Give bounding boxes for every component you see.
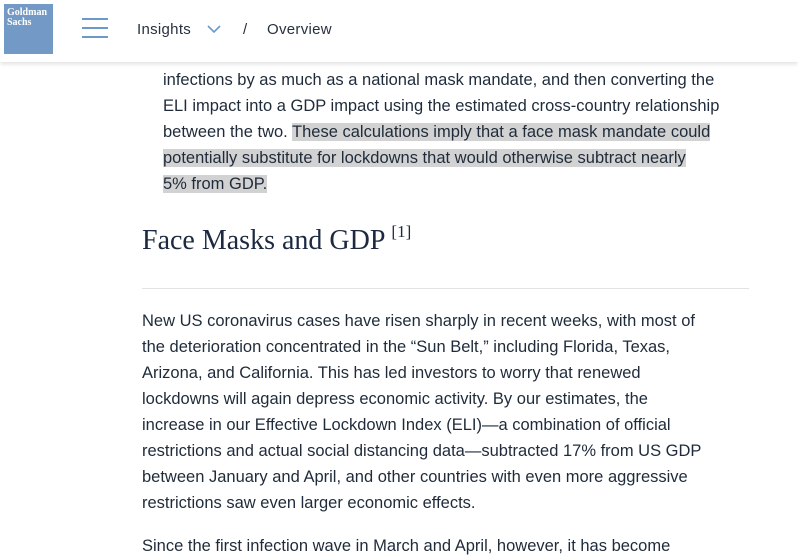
highlighted-text: 5% from GDP. bbox=[163, 175, 268, 193]
hamburger-menu-icon[interactable] bbox=[82, 18, 108, 40]
intro-paragraph bbox=[163, 67, 783, 197]
paragraph-line: lockdowns will again depress economic activity. By our estimates, the bbox=[142, 390, 648, 408]
section-divider bbox=[142, 288, 749, 289]
paragraph-line: between January and April, and other countries with even more aggressive bbox=[142, 468, 688, 486]
footnote-link[interactable]: [1] bbox=[391, 222, 412, 241]
next-paragraph bbox=[142, 533, 762, 559]
section-heading bbox=[142, 222, 411, 257]
paragraph-line bbox=[163, 171, 783, 197]
paragraph-line: Since the first infection wave in March and April, however, it has become bbox=[142, 537, 671, 555]
paragraph-line: infections by as much as a national mask mandate, and then converting the bbox=[163, 71, 715, 89]
highlighted-text: These calculations imply that a face mask mandate could bbox=[292, 123, 711, 141]
section-heading-text: Face Masks and GDP bbox=[142, 225, 386, 256]
paragraph-line bbox=[163, 119, 783, 145]
paragraph-line bbox=[163, 145, 783, 171]
breadcrumb-current-page: Overview bbox=[267, 21, 332, 38]
paragraph-line: New US coronavirus cases have risen sharply in recent weeks, with most of bbox=[142, 312, 695, 330]
paragraph-line: ELI impact into a GDP impact using the estimated cross-country relationship bbox=[163, 97, 720, 115]
highlighted-text: potentially substitute for lockdowns that would otherwise subtract nearly bbox=[163, 149, 686, 167]
logo-line-2: Sachs bbox=[7, 17, 32, 28]
top-navigation-bar bbox=[0, 0, 798, 62]
goldman-sachs-logo[interactable] bbox=[4, 4, 53, 54]
paragraph-line: restrictions and actual social distancing data—subtracted 17% from US GDP bbox=[142, 442, 702, 460]
chevron-down-icon[interactable] bbox=[207, 24, 221, 34]
paragraph-line: increase in our Effective Lockdown Index (ELI)—a combination of official bbox=[142, 416, 671, 434]
paragraph-text: between the two. bbox=[163, 123, 288, 141]
breadcrumb-insights-link[interactable]: Insights bbox=[137, 21, 192, 38]
paragraph-line: restrictions saw even larger economic effects. bbox=[142, 494, 476, 512]
breadcrumb-separator: / bbox=[243, 21, 248, 38]
paragraph-line: the deterioration concentrated in the “Sun Belt,” including Florida, Texas, bbox=[142, 338, 670, 356]
paragraph-line: Arizona, and California. This has led investors to worry that renewed bbox=[142, 364, 641, 382]
logo-line-1: Goldman bbox=[7, 7, 48, 18]
body-paragraph bbox=[142, 308, 762, 516]
